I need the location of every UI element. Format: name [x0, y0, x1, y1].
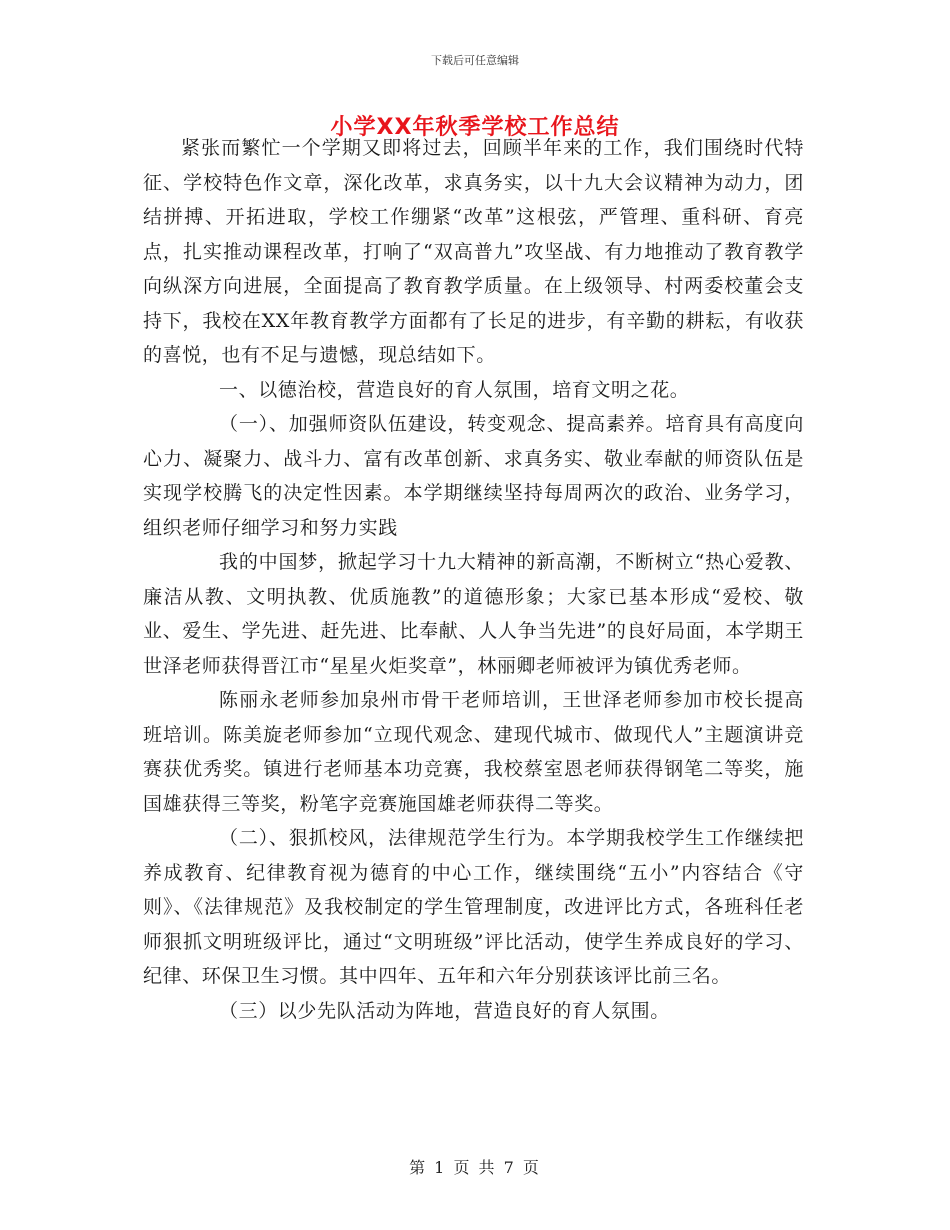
header-note: 下载后可任意编辑: [431, 54, 519, 67]
paragraph-teacher-ethics: 我的中国梦，掀起学习十九大精神的新高潮，不断树立“热心爱教、廉洁从教、文明执教、优质施教”的道德形象；大家已基本形成“爱校、敬业、爱生、学先进、赶先进、比奉献、人人争当先进”的良好局面，本学期王世泽老师获得晋江市“星星火炬奖章”，林丽卿老师被评为镇优秀老师。: [143, 551, 804, 677]
document-body: [143, 131, 804, 1028]
paragraph-subsection-1: （一）、加强师资队伍建设，转变观念、提高素养。培育具有高度向心力、凝聚力、战斗力、富有改革创新、求真务实、敬业奉献的师资队伍是实现学校腾飞的决定性因素。本学期继续坚持每周两次的政治、业务学习，组织老师仔细学习和努力实践: [143, 413, 804, 539]
page-footer: 第 1 页 共 7 页: [409, 1158, 541, 1177]
paragraph-subsection-2: （二）、狠抓校风，法律规范学生行为。本学期我校学生工作继续把养成教育、纪律教育视为德育的中心工作，继续围绕“五小”内容结合《守则》、《法律规范》及我校制定的学生管理制度，改进评比方式，各班科任老师狠抓文明班级评比，通过“文明班级”评比活动，使学生养成良好的学习、纪律、环保卫生习惯。其中四年、五年和六年分别获该评比前三名。: [143, 827, 804, 987]
document-title: 小学XX年秋季学校工作总结: [330, 115, 620, 140]
paragraph-intro: 紧张而繁忙一个学期又即将过去，回顾半年来的工作，我们围绕时代特征、学校特色作文章，深化改革，求真务实，以十九大会议精神为动力，团结拼搏、开拓进取，学校工作绷紧“改革”这根弦，严管理、重科研、育亮点，扎实推动课程改革，打响了“双高普九”攻坚战、有力地推动了教育教学向纵深方向进展，全面提高了教育教学质量。在上级领导、村两委校董会支持下，我校在XX年教育教学方面都有了长足的进步，有辛勤的耕耘，有收获的喜悦，也有不足与遗憾，现总结如下。: [143, 137, 804, 366]
paragraph-subsection-3: （三）以少先队活动为阵地，营造良好的育人氛围。: [219, 999, 670, 1022]
section-heading-1: 一、以德治校，营造良好的育人氛围，培育文明之花。: [219, 378, 690, 401]
paragraph-teacher-training: 陈丽永老师参加泉州市骨干老师培训，王世泽老师参加市校长提高班培训。陈美旋老师参加“立现代观念、建现代城市、做现代人”主题演讲竞赛获优秀奖。镇进行老师基本功竞赛，我校蔡室恩老师获得钢笔二等奖，施国雄获得三等奖，粉笔字竞赛施国雄老师获得二等奖。: [143, 689, 804, 815]
